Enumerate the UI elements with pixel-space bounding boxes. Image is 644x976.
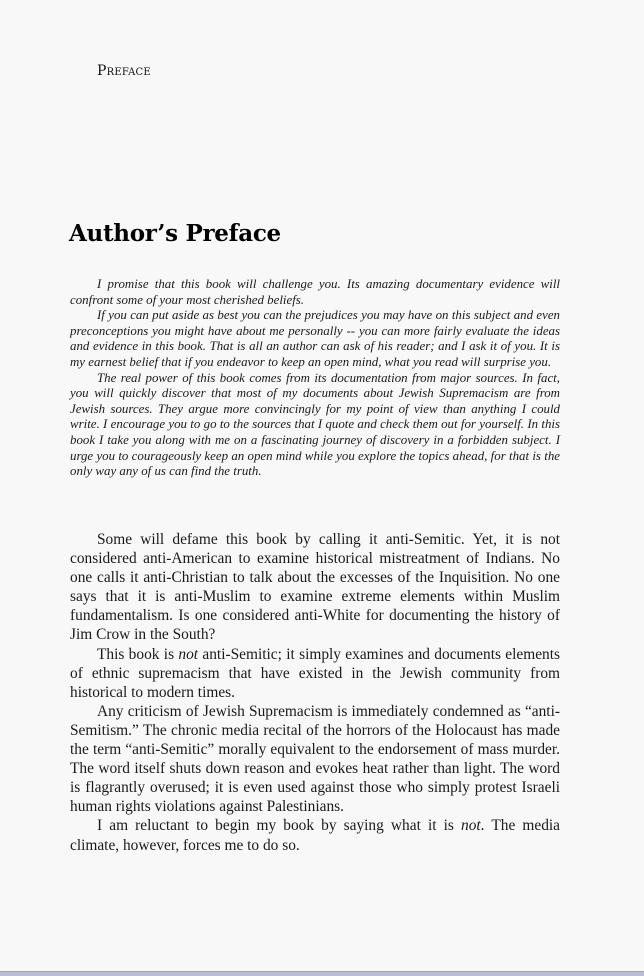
text-run: . The media climate, however, forces me to do so. (70, 817, 560, 854)
bottom-border (0, 971, 644, 976)
body-paragraph: Some will defame this book by calling it anti-Semitic. Yet, it is not considered anti-American to examine historical mistreatment of Indians. No one calls it anti-Christian to talk about the excesses of the Inquisition. No one says that it is anti-Muslim to examine extreme elements within Muslim fundamentalism. Is one considered anti-White for documenting the history of Jim Crow in the South? (70, 531, 560, 644)
body-paragraph: Any criticism of Jewish Supremacism is immediately condemned as “anti-Semitism.” The chronic media recital of the horrors of the Holocaust has made the term “anti-Semitic” morally equivalent to the endorsement of mass murder. The word itself shuts down reason and evokes heat rather than light. The word is flagrantly overused; it is even used against those who simply protest Israeli human rights violations against Palestinians. (70, 702, 560, 816)
text-run: I am reluctant to begin my book by saying what it is (97, 817, 461, 835)
epigraph-paragraph: I promise that this book will challenge you. Its amazing documentary evidence will confront some of your most cherished beliefs. (70, 277, 560, 307)
running-header: Preface (97, 63, 151, 79)
body-text (70, 530, 560, 855)
body-paragraph (70, 645, 560, 702)
epigraph (70, 277, 560, 480)
chapter-title: Author’s Preface (69, 220, 281, 247)
emphasis-text: not (461, 817, 481, 835)
body-paragraph (70, 816, 560, 854)
text-run: anti-Semitic; it simply examines and documents elements of ethnic supremacism that have existed in the Jewish community from historical to modern times. (70, 645, 561, 701)
emphasis-text: not (178, 645, 199, 663)
epigraph-paragraph: If you can put aside as best you can the prejudices you may have on this subject and even preconceptions you might have about me personally -- you can more fairly evaluate the ideas and evidence in this book. That is all an author can ask of his reader; and I ask it of you. It is my earnest belief that if you endeavor to keep an open mind, what you read will surprise you. (70, 308, 560, 369)
text-run: This book is (97, 645, 179, 663)
epigraph-paragraph: The real power of this book comes from its documentation from major sources. In fact, you will quickly discover that most of my documents about Jewish Supremacism are from Jewish sources. They argue more convincingly for my point of view than anything I could write. I encourage you to go to the sources that I quote and check them out for yourself. In this book I take you along with me on a fascinating journey of discovery in a forbidden subject. I urge you to courageously keep an open mind while you explore the topics ahead, for that is the only way any of us can find the truth. (70, 370, 560, 479)
